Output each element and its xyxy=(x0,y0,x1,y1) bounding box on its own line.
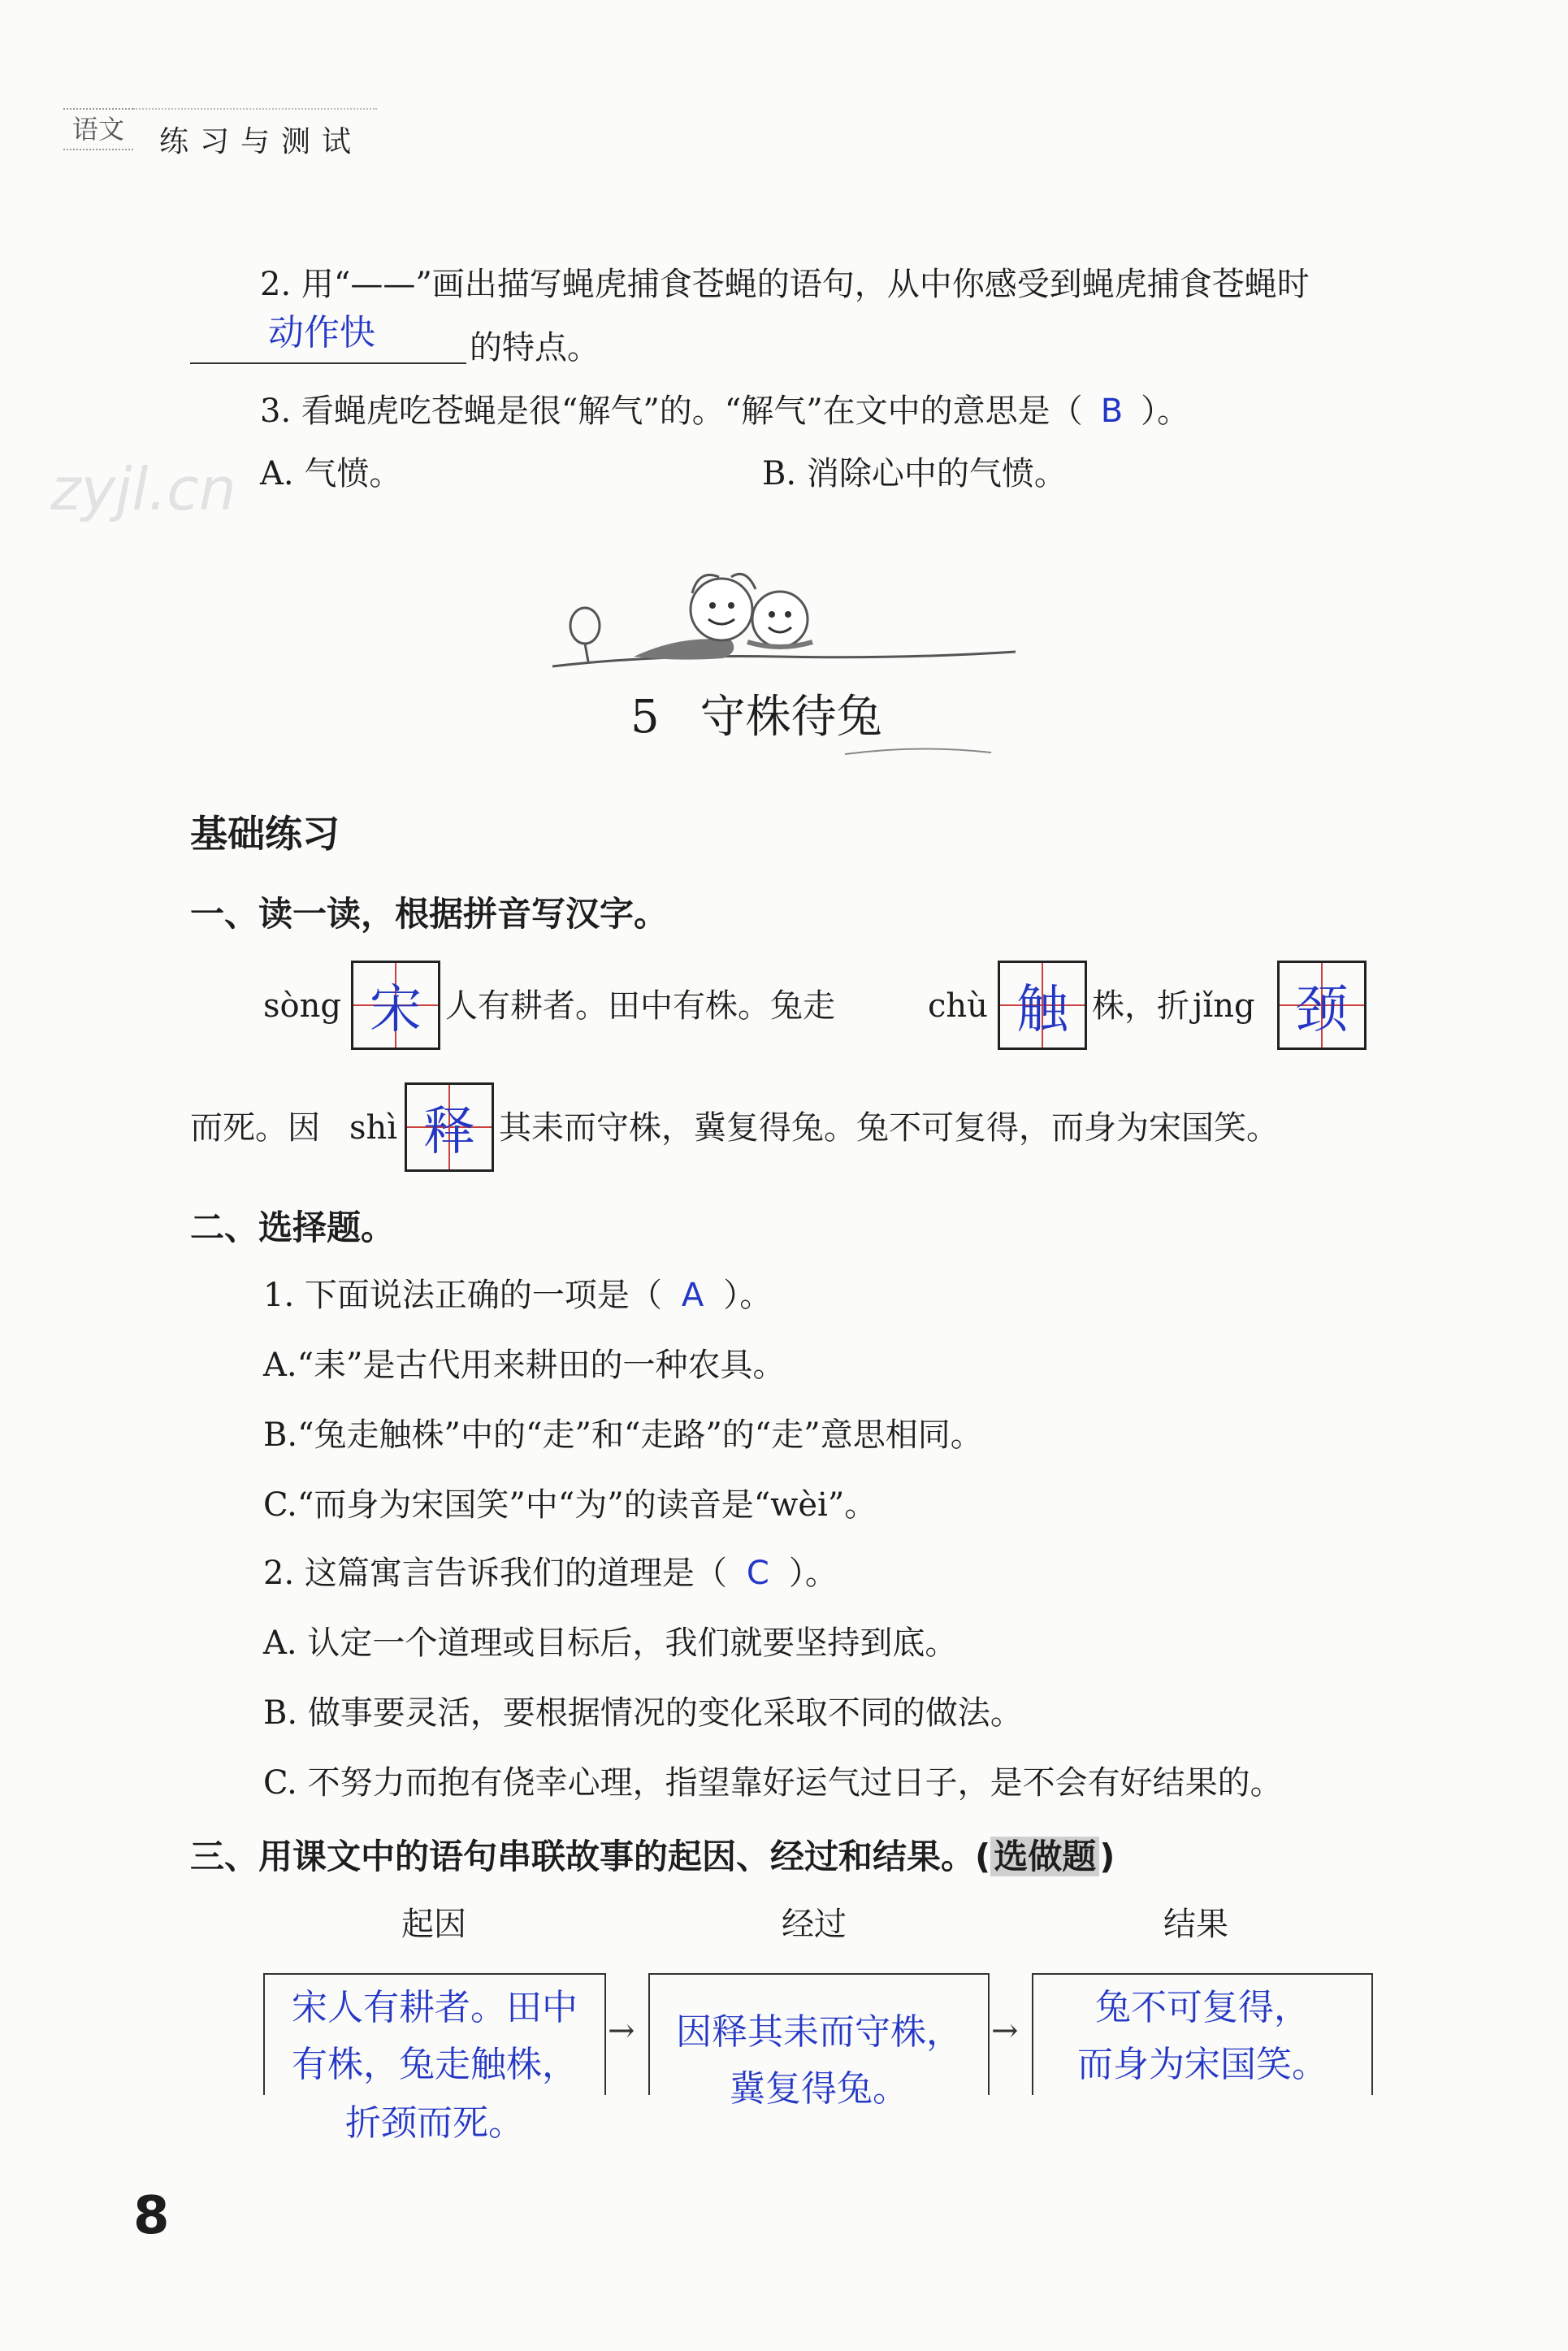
cause-line: 有株，兔走触株， xyxy=(292,2044,578,2085)
sec1-answer-box-1: 宋 xyxy=(351,961,440,1050)
arrow-icon: → xyxy=(608,2012,635,2050)
cause-line: 折颈而死。 xyxy=(345,2102,524,2144)
optional-badge: 选做题 xyxy=(990,1837,1099,1876)
sec2-q2-option-b: B. 做事要灵活，要根据情况的变化采取不同的做法。 xyxy=(263,1694,1023,1732)
sec2-q2-option-c: C. 不努力而抱有侥幸心理，指望靠好运气过日子，是不会有好结果的。 xyxy=(263,1764,1283,1802)
sec1-pinyin-3: jǐng xyxy=(1193,987,1255,1025)
sec1-answer-box-3: 颈 xyxy=(1277,961,1367,1050)
section2-heading: 二、选择题。 xyxy=(190,1208,396,1247)
result-line: 兔不可复得， xyxy=(1095,1987,1310,2028)
sec1-text-1: 人有耕者。田中有株。兔走 xyxy=(445,987,835,1025)
prev-q2-tail: 的特点。 xyxy=(470,329,600,367)
sec2-q1-close: ）。 xyxy=(723,1277,773,1314)
book-title: 练习与测试 xyxy=(159,125,363,158)
column-label-result: 结果 xyxy=(1163,1906,1228,1943)
process-line: 冀复得兔。 xyxy=(730,2068,908,2110)
process-line: 因释其耒而守株， xyxy=(676,2011,962,2053)
prev-q3-stem: 3. 看蝇虎吃苍蝇是很“解气”的。“解气”在文中的意思是（ xyxy=(260,393,1083,430)
cause-line: 宋人有耕者。田中 xyxy=(292,1987,578,2028)
lesson-number: 5 xyxy=(630,691,660,744)
sec1-pinyin-1: sòng xyxy=(263,987,341,1025)
section3-heading-text: 三、用课文中的语句串联故事的起因、经过和结果。( xyxy=(190,1837,991,1876)
section3-heading-close: ) xyxy=(1099,1837,1115,1876)
sec2-q2-close: ）。 xyxy=(788,1555,838,1592)
prev-q3-option-b: B. 消除心中的气愤。 xyxy=(762,455,1067,492)
sec2-q1-option-b: B.“兔走触株”中的“走”和“走路”的“走”意思相同。 xyxy=(263,1416,983,1454)
sec1-answer-box-2: 触 xyxy=(998,961,1087,1050)
sec1-text-2: 株，折 xyxy=(1092,987,1189,1025)
basic-practice-heading: 基础练习 xyxy=(190,812,340,856)
process-box xyxy=(648,1973,990,2110)
sec1-pinyin-4: shì xyxy=(349,1109,398,1147)
prev-q3-text xyxy=(260,388,1189,434)
watermark: zyjl.cn xyxy=(50,455,236,523)
sec2-q2-option-a: A. 认定一个道理或目标后，我们就要坚持到底。 xyxy=(263,1624,958,1662)
cause-box xyxy=(263,1973,606,2095)
sec2-q2-answer: C xyxy=(746,1555,769,1592)
section3-heading xyxy=(190,1830,1115,1879)
sec1-answer-box-4: 释 xyxy=(405,1082,494,1172)
result-line: 而身为宋国笑。 xyxy=(1077,2044,1328,2085)
header-divider xyxy=(133,108,377,110)
sec1-text-4: 其耒而守株，冀复得兔。兔不可复得，而身为宋国笑。 xyxy=(499,1109,1279,1147)
sec2-q1-option-c: C.“而身为宋国笑”中“为”的读音是“wèi”。 xyxy=(263,1486,877,1524)
prev-q2-answer: 动作快 xyxy=(268,312,375,354)
lesson-title: 守株待兔 xyxy=(700,691,882,744)
column-label-cause: 起因 xyxy=(401,1906,466,1943)
result-box xyxy=(1032,1973,1373,2095)
sec1-pinyin-2: chù xyxy=(928,987,988,1025)
sec2-q1 xyxy=(263,1273,772,1318)
prev-q3-answer: B xyxy=(1100,393,1124,430)
section1-heading: 一、读一读，根据拼音写汉字。 xyxy=(190,894,669,934)
sec2-q1-stem: 1. 下面说法正确的一项是（ xyxy=(263,1277,662,1314)
arrow-icon: → xyxy=(991,2012,1019,2050)
prev-q3-option-a: A. 气愤。 xyxy=(260,455,402,492)
column-label-process: 经过 xyxy=(782,1906,847,1943)
page-number: 8 xyxy=(133,2186,170,2246)
sec2-q1-option-a: A.“耒”是古代用来耕田的一种农具。 xyxy=(263,1347,786,1384)
prev-q3-close: ）。 xyxy=(1141,393,1190,430)
sec2-q2-stem: 2. 这篇寓言告诉我们的道理是（ xyxy=(263,1555,727,1592)
subject-tag: 语文 xyxy=(63,108,133,150)
sec2-q2 xyxy=(263,1551,838,1596)
sec1-text-3: 而死。因 xyxy=(190,1109,320,1147)
prev-q2-text: 2. 用“——”画出描写蝇虎捕食苍蝇的语句，从中你感受到蝇虎捕食苍蝇时 xyxy=(260,266,1310,303)
sec2-q1-answer: A xyxy=(681,1277,704,1314)
lesson-heading xyxy=(630,681,882,746)
